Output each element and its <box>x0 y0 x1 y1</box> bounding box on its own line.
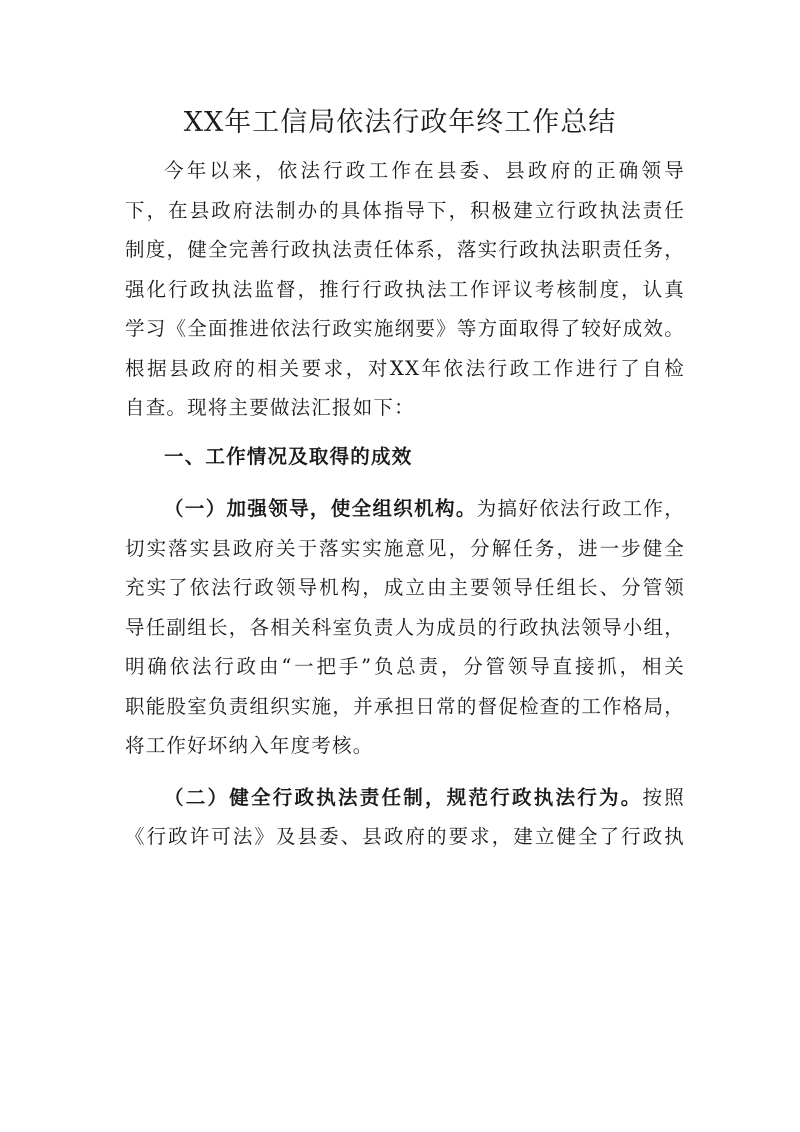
text-line: 明确依法行政由“一把手”负总责，分管领导直接抓，相关 <box>125 655 685 678</box>
text-line: 切实落实县政府关于落实实施意见，分解任务，进一步健全 <box>125 536 685 560</box>
item-2-lead: （二）健全行政执法责任制，规范行政执法行为。 <box>164 785 643 809</box>
item-1-paragraph <box>125 489 685 766</box>
text-line: 《行政许可法》及县委、县政府的要求，建立健全了行政执 <box>125 825 685 848</box>
text-line: 自查。现将主要做法汇报如下： <box>125 396 415 419</box>
section-heading: 一、工作情况及取得的成效 <box>164 444 413 468</box>
text-line: 今年以来，依法行政工作在县委、县政府的正确领导 <box>164 159 685 182</box>
text-line: 学习《全面推进依法行政实施纲要》等方面取得了较好成效。 <box>125 317 685 340</box>
item-2-first-line-rest: 按照 <box>642 785 685 809</box>
text-line: 强化行政执法监督，推行行政执法工作评议考核制度，认真 <box>125 277 685 301</box>
item-1-first-line-rest: 为搞好依法行政工作， <box>476 497 685 520</box>
document-body <box>125 151 685 857</box>
text-line <box>125 778 685 818</box>
text-line <box>125 489 685 529</box>
text-line: 职能股室负责组织实施，并承担日常的督促检查的工作格局， <box>125 694 685 718</box>
intro-paragraph <box>125 151 685 428</box>
text-line: 导任副组长，各相关科室负责人为成员的行政执法领导小组， <box>125 615 685 639</box>
text-line: 下，在县政府法制办的具体指导下，积极建立行政执法责任 <box>125 198 685 222</box>
text-line: 将工作好坏纳入年度考核。 <box>125 734 374 757</box>
text-line: 制度，健全完善行政执法责任体系，落实行政执法职责任务， <box>125 238 685 261</box>
text-line: 充实了依法行政领导机构，成立由主要领导任组长、分管领 <box>125 576 685 599</box>
text-line: 根据县政府的相关要求，对XX年依法行政工作进行了自检 <box>125 356 685 380</box>
item-2-paragraph <box>125 778 685 857</box>
item-1-lead: （一）加强领导，使全组织机构。 <box>164 497 477 520</box>
document-title: XX年工信局依法行政年终工作总结 <box>183 107 617 138</box>
